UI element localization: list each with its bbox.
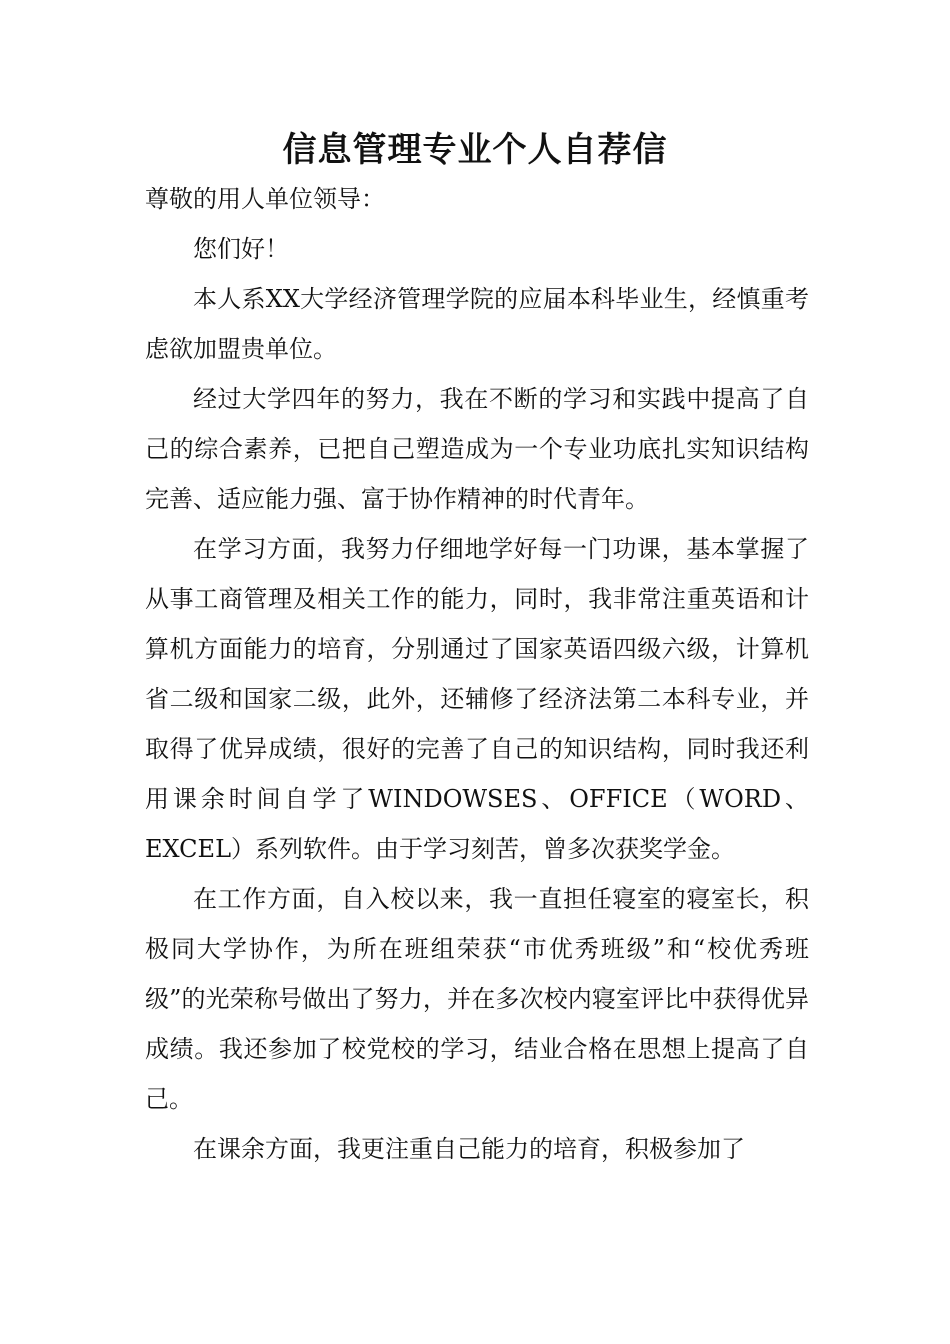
paragraph-work: 在工作方面，自入校以来，我一直担任寝室的寝室长，积极同大学协作，为所在班组荣获“市优秀班级”和“校优秀班级”的光荣称号做出了努力，并在多次校内寝室评比中获得优异成绩。我还参加了校党校的学习，结业合格在思想上提高了自己。 <box>145 885 809 1113</box>
paragraph-summary: 经过大学四年的努力，我在不断的学习和实践中提高了自己的综合素养，已把自己塑造成为一个专业功底扎实知识结构完善、适应能力强、富于协作精神的时代青年。 <box>145 385 809 513</box>
paragraph-extracurricular: 在课余方面，我更注重自己能力的培育，积极参加了 <box>193 1135 745 1163</box>
paragraph-greeting: 您们好！ <box>193 235 289 263</box>
paragraph-introduction: 本人系XX大学经济管理学院的应届本科毕业生，经慎重考虑欲加盟贵单位。 <box>145 285 809 363</box>
document-title: 信息管理专业个人自荐信 <box>282 130 668 170</box>
letter-body <box>145 174 809 1174</box>
salutation: 尊敬的用人单位领导： <box>145 185 385 213</box>
paragraph-study: 在学习方面，我努力仔细地学好每一门功课，基本掌握了从事工商管理及相关工作的能力，同时，我非常注重英语和计算机方面能力的培育，分别通过了国家英语四级六级，计算机省二级和国家二级，此外，还辅修了经济法第二本科专业，并取得了优异成绩，很好的完善了自己的知识结构，同时我还利用课余时间自学了WINDOWSES、OFFICE（WORD、EXCEL）系列软件。由于学习刻苦，曾多次获奖学金。 <box>145 535 809 863</box>
